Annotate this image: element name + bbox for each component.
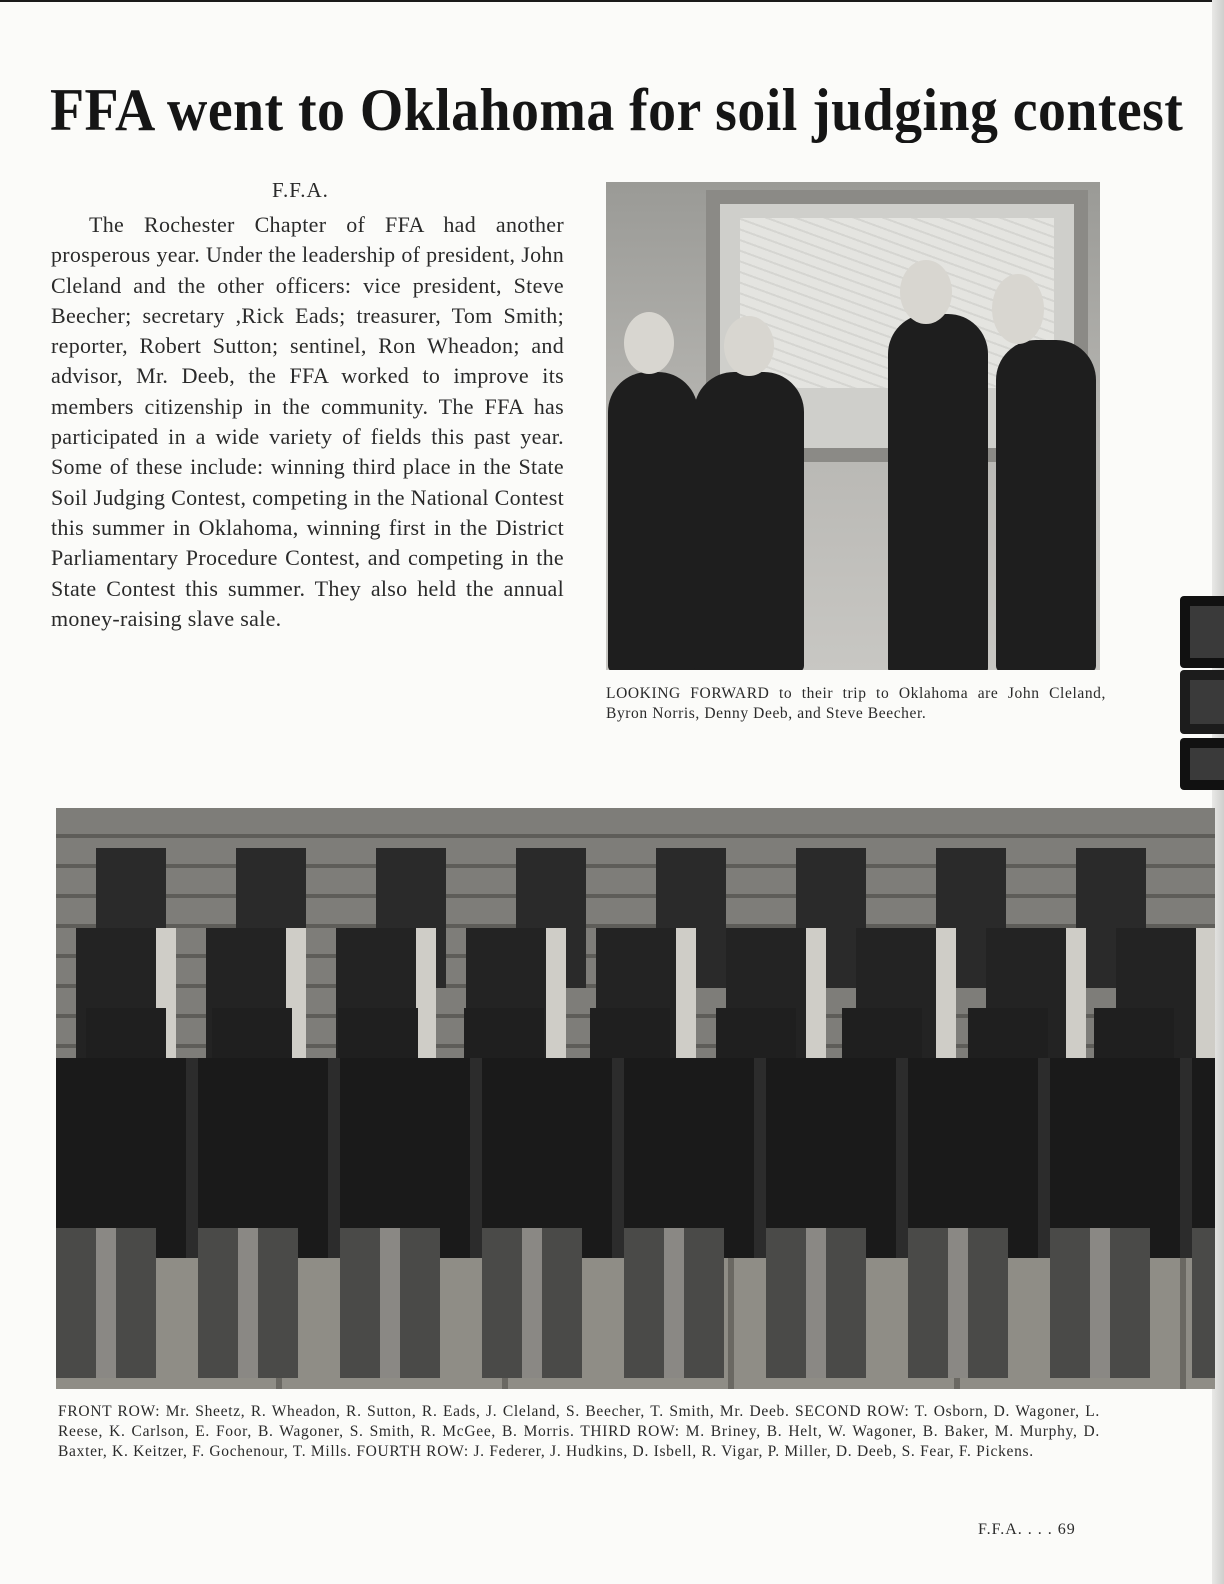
photo-caption: LOOKING FORWARD to their trip to Oklahoma are John Cleland, Byron Norris, Denny Deeb, and Steve Beecher. <box>606 685 1106 722</box>
binder-clip <box>1180 670 1224 734</box>
group-photo-caption: FRONT ROW: Mr. Sheetz, R. Wheadon, R. Sutton, R. Eads, J. Cleland, S. Beecher, T. Smith, Mr. Deeb. SECOND ROW: T. Osborn, D. Wagoner, L. Reese, K. Carlson, E. Foor, B. Wagoner, S. Smith, R. McGee, B. Morris. THIRD ROW: M. Briney, B. Helt, W. Wagoner, B. Baker, M. Murphy, D. Baxter, K. Keitzer, F. Gochenour, T. Mills. FOURTH ROW: J. Federer, J. Hudkins, D. Isbell, R. Vigar, P. Miller, D. Deeb, S. Fear, F. Pickens. <box>58 1403 1100 1460</box>
officers-at-map-photo <box>606 182 1100 670</box>
page-folio: F.F.A. . . . 69 <box>978 1521 1076 1538</box>
binder-clip <box>1180 738 1224 790</box>
page-headline: FFA went to Oklahoma for soil judging contest <box>50 77 1184 143</box>
section-heading: F.F.A. <box>272 178 329 202</box>
binder-clip <box>1180 596 1224 668</box>
ffa-group-photo <box>56 808 1215 1389</box>
page-top-border <box>0 0 1212 2</box>
article-body: The Rochester Chapter of FFA had another prosperous year. Under the leadership of president, John Cleland and the other officers: vice president, Steve Beecher; secretary ,Rick Eads; treasurer, Tom Smith; reporter, Robert Sutton; sentinel, Ron Wheadon; and advisor, Mr. Deeb, the FFA worked to improve its members citizenship in the community. The FFA has participated in a wide variety of fields this past year. Some of these include: winning third place in the State Soil Judging Contest, competing in the National Contest this summer in Oklahoma, winning first in the District Parliamentary Procedure Contest, and competing in the State Contest this summer. They also held the annual money-raising slave sale. <box>51 212 564 631</box>
